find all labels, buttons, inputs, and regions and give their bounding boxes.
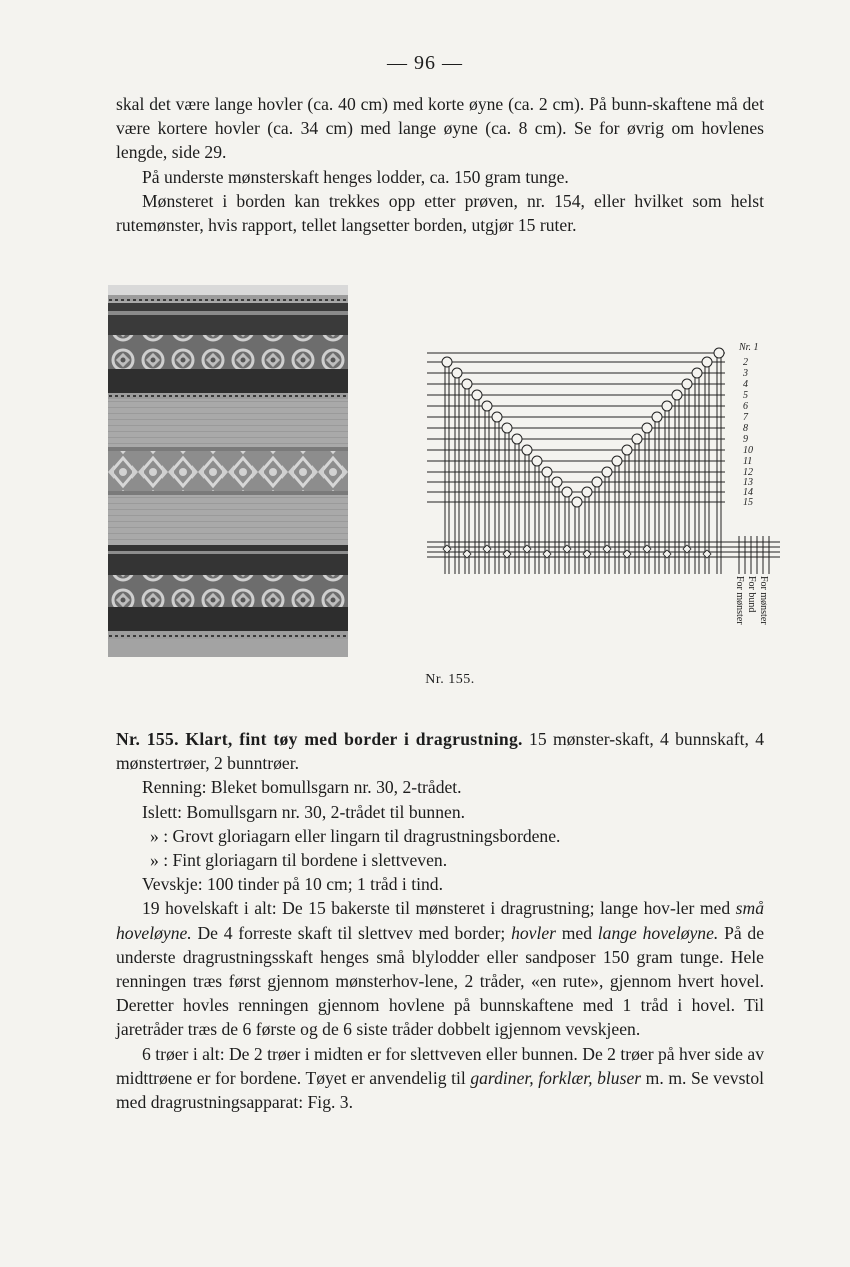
- renning-value: Bleket bomullsgarn nr. 30, 2-trådet.: [210, 777, 462, 798]
- shaft-label-9: 9: [743, 434, 748, 445]
- vevskje-line: Vevskje: 100 tinder på 10 cm; 1 tråd i tind.: [142, 874, 443, 895]
- heading-rest: 15 mønster-skaft, 4 bunnskaft, 4 mønstertrøer, 2 bunntrøer.: [116, 729, 764, 774]
- shaft-label-14: 14: [743, 487, 753, 498]
- islett-label: Islett:: [142, 801, 183, 822]
- shaft-label-15: 15: [743, 497, 753, 508]
- heading-bold: Nr. 155. Klart, fint tøy med border i dragrustning.: [116, 729, 523, 749]
- islett3-label: » :: [150, 850, 169, 871]
- troer-paragraph: [116, 1042, 764, 1115]
- hovel-emph-3: lange hoveløyne.: [597, 922, 719, 943]
- side-label-for-monster-1: For mønster: [758, 576, 769, 625]
- shaft-label-7: 7: [743, 412, 748, 423]
- islett2-label: » :: [150, 825, 169, 846]
- figure-caption: Nr. 155.: [425, 672, 475, 687]
- hovel-text-3: med: [556, 922, 598, 943]
- troer-text-1: 6 trøer i alt: De 2 trøer i midten er for slettveven eller bunnen. De 2 trøer på hver side av midttrøene er for bordene. Tøyet er anvendelig til: [116, 1043, 764, 1088]
- shaft-label-8: 8: [743, 423, 748, 434]
- side-label-for-monster-2: For mønster: [734, 576, 745, 625]
- shaft-label-3: 3: [743, 368, 748, 379]
- islett2-value: Grovt gloriagarn eller lingarn til dragrustningsbordene.: [172, 825, 561, 846]
- shaft-label-4: 4: [743, 379, 748, 390]
- islett-line-3: [116, 848, 764, 872]
- islett-line: [116, 800, 764, 824]
- shaft-label-2: 2: [743, 357, 748, 368]
- side-label-for-bund: For bund: [746, 576, 757, 613]
- hovel-text-2: De 4 forreste skaft til slettvev med border;: [191, 922, 512, 943]
- shaft-label-6: 6: [743, 401, 748, 412]
- shaft-label-13: 13: [743, 477, 753, 488]
- woven-fabric-photo: [108, 285, 348, 657]
- hovel-text-4: På de underste dragrustningsskaft henges små blylodder eller sandposer 150 gram tunge. Hele renningen træs først gjennom mønsterhov-lene, 2 tråder, «en rute», gjennom hvert hovel. Deretter hovles renningen gjennom hovlene på bunnskaftene med 1 tråd i hovel. Til jaretråder træs de 6 første og de 6 siste tråder dobbelt igjennom vevskjeen.: [116, 922, 764, 1040]
- intro-paragraph-2: På underste mønsterskaft henges lodder, ca. 150 gram tunge.: [142, 166, 569, 187]
- shaft-label-11: 11: [743, 456, 753, 467]
- renning-line: [116, 775, 764, 799]
- islett-line-2: [116, 824, 764, 848]
- section-heading: [116, 727, 764, 775]
- shaft-label-10: 10: [743, 445, 753, 456]
- shaft-label-12: 12: [743, 467, 753, 478]
- shaft-label-1: Nr. 1: [739, 342, 759, 353]
- hovel-text-1: 19 hovelskaft i alt: De 15 bakerste til mønsteret i dragrustning; lange hov-ler med: [142, 898, 736, 919]
- page-number: — 96 —: [387, 52, 463, 74]
- shaft-label-5: 5: [743, 390, 748, 401]
- islett-value: Bomullsgarn nr. 30, 2-trådet til bunnen.: [186, 801, 466, 822]
- body-text: [116, 727, 764, 1114]
- hovel-paragraph: [116, 896, 764, 1041]
- threading-diagram: [425, 336, 785, 648]
- intro-paragraph-3: Mønsteret i borden kan trekkes opp etter prøven, nr. 154, eller hvilket som helst rutemønster, hvis rapport, tellet langsetter borden, utgjør 15 ruter.: [116, 190, 764, 236]
- troer-emph-1: gardiner, forklær, bluser: [470, 1067, 642, 1088]
- islett3-value: Fint gloriagarn til bordene i slettveven.: [172, 850, 448, 871]
- troer-text-2: m. m. Se vevstol med dragrustningsapparat: Fig. 3.: [116, 1067, 765, 1113]
- hovel-emph-1: små hoveløyne.: [116, 898, 764, 943]
- hovel-emph-2: hovler: [511, 922, 557, 943]
- intro-paragraph-1: skal det være lange hovler (ca. 40 cm) med korte øyne (ca. 2 cm). På bunn-skaftene må det være kortere hovler (ca. 34 cm) med lange øyne (ca. 8 cm). Se for øvrig om hovlenes lengde, side 29.: [116, 94, 764, 163]
- intro-text: [116, 92, 764, 237]
- renning-label: Renning:: [142, 777, 207, 798]
